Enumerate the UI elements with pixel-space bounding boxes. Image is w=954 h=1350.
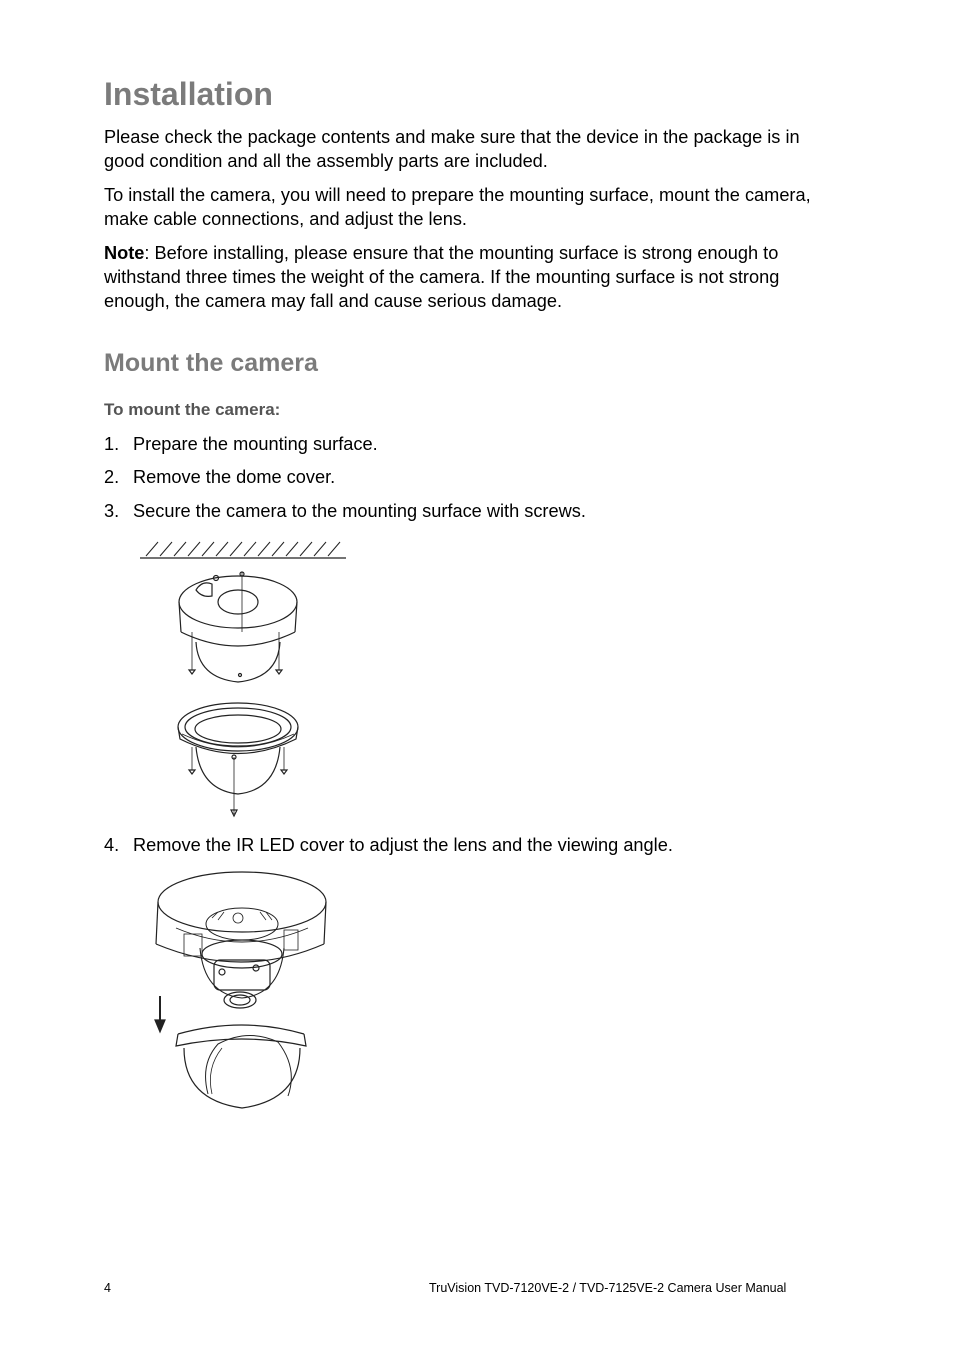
step-text: Prepare the mounting surface. [133, 434, 378, 454]
step-2 [104, 465, 335, 489]
intro-paragraph-2: To install the camera, you will need to prepare the mounting surface, mount the camera, make cable connections, and adjust the lens. [104, 185, 811, 229]
note-text: : Before installing, please ensure that the mounting surface is strong enough to withstand three times the weight of the camera. If the mounting surface is not strong enough, the camera may fall and cause serious damage. [104, 243, 780, 311]
step-1 [104, 432, 378, 456]
step-text: Secure the camera to the mounting surface with screws. [133, 501, 586, 521]
procedure-title: To mount the camera: [104, 400, 281, 419]
step-4 [104, 833, 673, 857]
manual-title-footer: TruVision TVD-7120VE-2 / TVD-7125VE-2 Camera User Manual [429, 1281, 787, 1295]
step-3 [104, 499, 586, 523]
note-paragraph [104, 241, 824, 313]
step-number: 2. [104, 467, 120, 487]
section-heading: Mount the camera [104, 349, 318, 377]
ir-led-cover-illustration [148, 868, 334, 1118]
page-title: Installation [104, 76, 273, 112]
step-text: Remove the dome cover. [133, 467, 336, 487]
note-label: Note [104, 243, 145, 263]
intro-paragraph-1: Please check the package contents and make sure that the device in the package is in good condition and all the assembly parts are included. [104, 127, 800, 171]
step-number: 4. [104, 835, 120, 855]
page-number: 4 [104, 1281, 111, 1295]
mounting-screws-illustration [136, 532, 350, 822]
step-number: 3. [104, 501, 120, 521]
step-text: Remove the IR LED cover to adjust the lens and the viewing angle. [133, 835, 673, 855]
step-number: 1. [104, 434, 120, 454]
